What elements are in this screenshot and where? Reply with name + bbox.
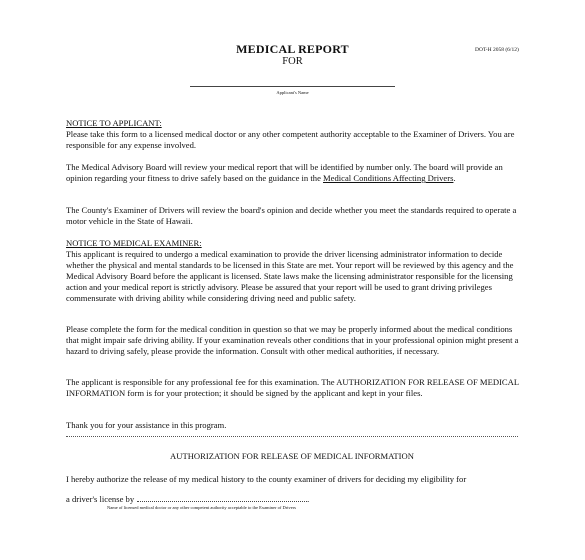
notice-applicant-paragraph-1: Please take this form to a licensed medical doctor or any other competent authority acceptable to the Examiner of Drivers. You are responsible for any expense involved. (66, 129, 515, 151)
notice-examiner-heading (66, 238, 526, 249)
notice-applicant-paragraph-3: The County's Examiner of Drivers will review the board's opinion and decide whether you meet the standards required to operate a motor vehicle in the State of Hawaii. (66, 205, 517, 227)
page-title: MEDICAL REPORT (236, 42, 349, 56)
medical-conditions-link[interactable]: Medical Conditions Affecting Drivers (323, 173, 454, 184)
applicant-name-caption: Applicant's Name (276, 90, 309, 95)
license-authority-line (66, 493, 309, 504)
license-prefix: a driver's license by (66, 494, 135, 504)
notice-examiner-paragraph-3: The applicant is responsible for any professional fee for this examination. The AUTHORIZATION FOR RELEASE OF MEDICAL INFORMATION form is for your protection; it should be signed by the applicant and kept in your files. (66, 377, 519, 399)
notice-applicant-paragraph-2-text: The Medical Advisory Board will review your medical report that will be identified by number only. The board will provide an opinion regarding your fitness to drive safely based on the guidance in the (66, 162, 503, 184)
notice-examiner-paragraph-2: Please complete the form for the medical condition in question so that we may be properly informed about the medical conditions that might impair safe driving ability. If your examination reveals other conditions that in your professional opinion might present a hazard to driving safely, please provide the information. Consult with other medical authorities, if necessary. (66, 324, 519, 357)
authorization-text: I hereby authorize the release of my medical history to the county examiner of drivers for deciding my eligibility for (66, 474, 467, 484)
licensed-doctor-name-field[interactable] (137, 493, 310, 504)
form-code: DOT-H 2058 (6/12) (475, 47, 519, 53)
section-divider (66, 436, 518, 437)
licensed-doctor-caption: Name of licensed medical doctor or any other competent authority acceptable to the Examiner of Drivers (107, 505, 297, 510)
notice-examiner-paragraph-1: This applicant is required to undergo a medical examination to provide the driver licensing administrator information to decide whether the physical and mental standards to be licensed in this State are met. Your report will be reviewed by this agency and the Medical Advisory Board before the applicant is licensed. State laws make the licensing administrator responsible for the licensing action and your medical report is strictly advisory. Please be assured that your report will be used to grant driving privileges commensurate with driving ability while considering driving need and public safety. (66, 249, 514, 304)
notice-examiner-paragraph-4: Thank you for your assistance in this program. (66, 420, 227, 430)
notice-applicant-paragraph-2 (66, 162, 526, 184)
license-suffix: . (307, 494, 310, 504)
notice-applicant-heading-text: NOTICE TO APPLICANT: (66, 118, 162, 128)
notice-applicant-heading (66, 118, 526, 129)
authorization-heading: AUTHORIZATION FOR RELEASE OF MEDICAL INFORMATION (170, 451, 414, 461)
notice-applicant-paragraph-2-end: . (453, 173, 456, 184)
applicant-name-line[interactable] (190, 86, 395, 87)
notice-examiner-heading-text: NOTICE TO MEDICAL EXAMINER: (66, 238, 202, 248)
title-for-label: FOR (282, 56, 303, 67)
